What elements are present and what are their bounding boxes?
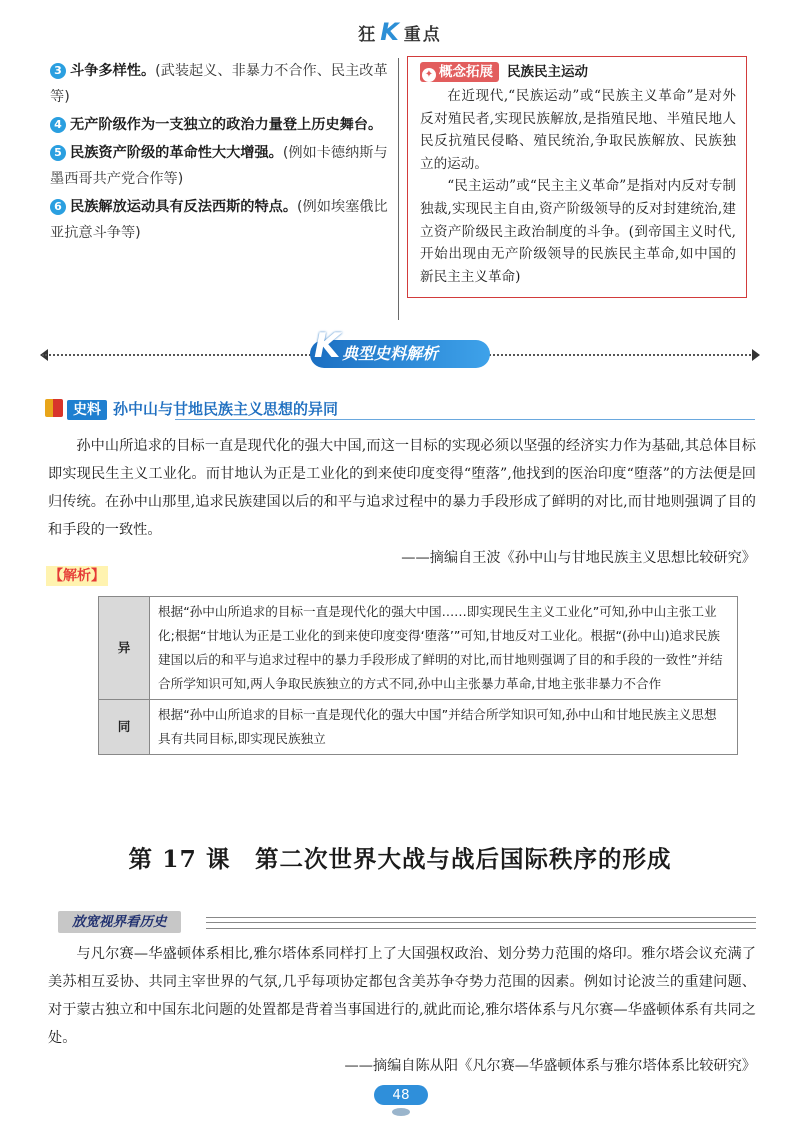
number-badge: 3 <box>50 63 66 79</box>
feature-item <box>50 140 395 192</box>
book-icon <box>45 399 63 417</box>
feature-bold: 斗争多样性。 <box>70 63 156 79</box>
feature-item <box>50 112 395 138</box>
row-key-similarity: 同 <box>99 700 150 755</box>
concept-paragraph: 在近现代,“民族运动”或“民族主义革命”是对外反对殖民者,实现民族解放,是指殖民地、半殖民地人民反抗殖民侵略、殖民统治,争取民族解放、民族独立的运动。 <box>420 88 736 172</box>
column-divider <box>398 58 399 320</box>
source-title: 孙中山与甘地民族主义思想的异同 <box>113 400 339 418</box>
source-text: 孙中山所追求的目标一直是现代化的强大中国,而这一目标的实现必须以坚强的经济实力作为基础,其总体目标即实现民生主义工业化。而甘地认为正是工业化的到来使印度变得“堕落”,他找到的医治印度“堕落”的方法便是回归传统。在孙中山那里,追求民族建国以后的和平与追求过程中的暴力手段形成了鲜明的对比,而甘地则强调了目的和手段的一致性。 <box>48 438 756 538</box>
feature-example: (例如埃塞俄比亚抗意斗争等) <box>50 199 388 241</box>
feature-example: (武装起义、非暴力不合作、民主改革等) <box>50 63 388 105</box>
broaden-header <box>46 911 756 935</box>
source-header <box>45 398 755 420</box>
concept-box <box>407 56 747 298</box>
banner-k-logo: K <box>314 326 341 366</box>
feature-example: (例如卡德纳斯与墨西哥共产党合作等) <box>50 145 388 187</box>
concept-title: 民族民主运动 <box>507 64 588 80</box>
broaden-citation: ——摘编自陈从阳《凡尔赛—华盛顿体系与雅尔塔体系比较研究》 <box>344 1058 756 1074</box>
lightbulb-icon: ✦ <box>422 68 436 82</box>
table-row <box>99 597 738 700</box>
page-number: 48 <box>374 1085 428 1105</box>
feature-item <box>50 58 395 110</box>
feature-bold: 民族资产阶级的革命性大大增强。 <box>70 145 283 161</box>
analysis-table <box>98 596 738 755</box>
header-brand <box>0 18 800 46</box>
feature-item <box>50 194 395 246</box>
row-key-difference: 异 <box>99 597 150 700</box>
analysis-tag: 【解析】 <box>46 566 108 586</box>
table-row <box>99 700 738 755</box>
row-text: 根据“孙中山所追求的目标一直是现代化的强大中国”并结合所学知识可知,孙中山和甘地民族主义思想具有共同目标,即实现民族独立 <box>150 700 738 755</box>
feature-bold: 民族解放运动具有反法西斯的特点。 <box>70 199 298 215</box>
source-rule <box>175 419 755 420</box>
brand-k-logo: K <box>380 18 401 46</box>
concept-paragraph: “民主运动”或“民主主义革命”是指对内反对专制独裁,实现民主自由,资产阶级领导的反对封建统治,建立资产阶级民主政治制度的斗争。(到帝国主义时代,开始出现由无产阶级领导的民族民主革命,如中国的新民主主义革命) <box>420 178 736 285</box>
number-badge: 4 <box>50 117 66 133</box>
concept-box-header <box>420 61 736 83</box>
features-list <box>50 58 395 248</box>
brand-prefix: 狂 <box>358 25 378 45</box>
broaden-rule <box>206 917 756 929</box>
divider-arrow-right-icon <box>752 349 760 361</box>
number-badge: 5 <box>50 145 66 161</box>
fish-icon <box>392 1108 410 1116</box>
row-text: 根据“孙中山所追求的目标一直是现代化的强大中国……即实现民生主义工业化”可知,孙中山主张工业化;根据“甘地认为正是工业化的到来使印度变得‘堕落’”可知,甘地反对工业化。根据“(孙中山)追求民族建国以后的和平与追求过程中的暴力手段形成了鲜明的对比,而甘地则强调了目的和手段的一致性”并结合所学知识可知,两人争取民族独立的方式不同,孙中山主张暴力革命,甘地主张非暴力不合作 <box>150 597 738 700</box>
lesson-title: 第 17 课 第二次世界大战与战后国际秩序的形成 <box>128 845 672 873</box>
concept-tag <box>420 62 499 82</box>
source-tag: 史料 <box>67 400 107 420</box>
section-banner <box>310 326 490 368</box>
concept-tag-label: 概念拓展 <box>439 64 493 80</box>
source-body <box>48 432 756 572</box>
broaden-tag: 放宽视界看历史 <box>58 911 181 933</box>
source-citation: ——摘编自王波《孙中山与甘地民族主义思想比较研究》 <box>401 550 756 566</box>
feature-bold: 无产阶级作为一支独立的政治力量登上历史舞台。 <box>70 117 383 133</box>
broaden-body <box>48 940 756 1080</box>
brand-suffix: 重点 <box>403 25 442 45</box>
banner-label: 典型史料解析 <box>342 344 439 363</box>
broaden-text: 与凡尔赛—华盛顿体系相比,雅尔塔体系同样打上了大国强权政治、划分势力范围的烙印。雅尔塔会议充满了美苏相互妥协、共同主宰世界的气氛,几乎每项协定都包含美苏争夺势力范围的因素。例如讨论波兰的重建问题、对于蒙古独立和中国东北问题的处置都是背着当事国进行的,就此而论,雅尔塔体系与凡尔赛—华盛顿体系有共同之处。 <box>48 946 756 1046</box>
number-badge: 6 <box>50 199 66 215</box>
